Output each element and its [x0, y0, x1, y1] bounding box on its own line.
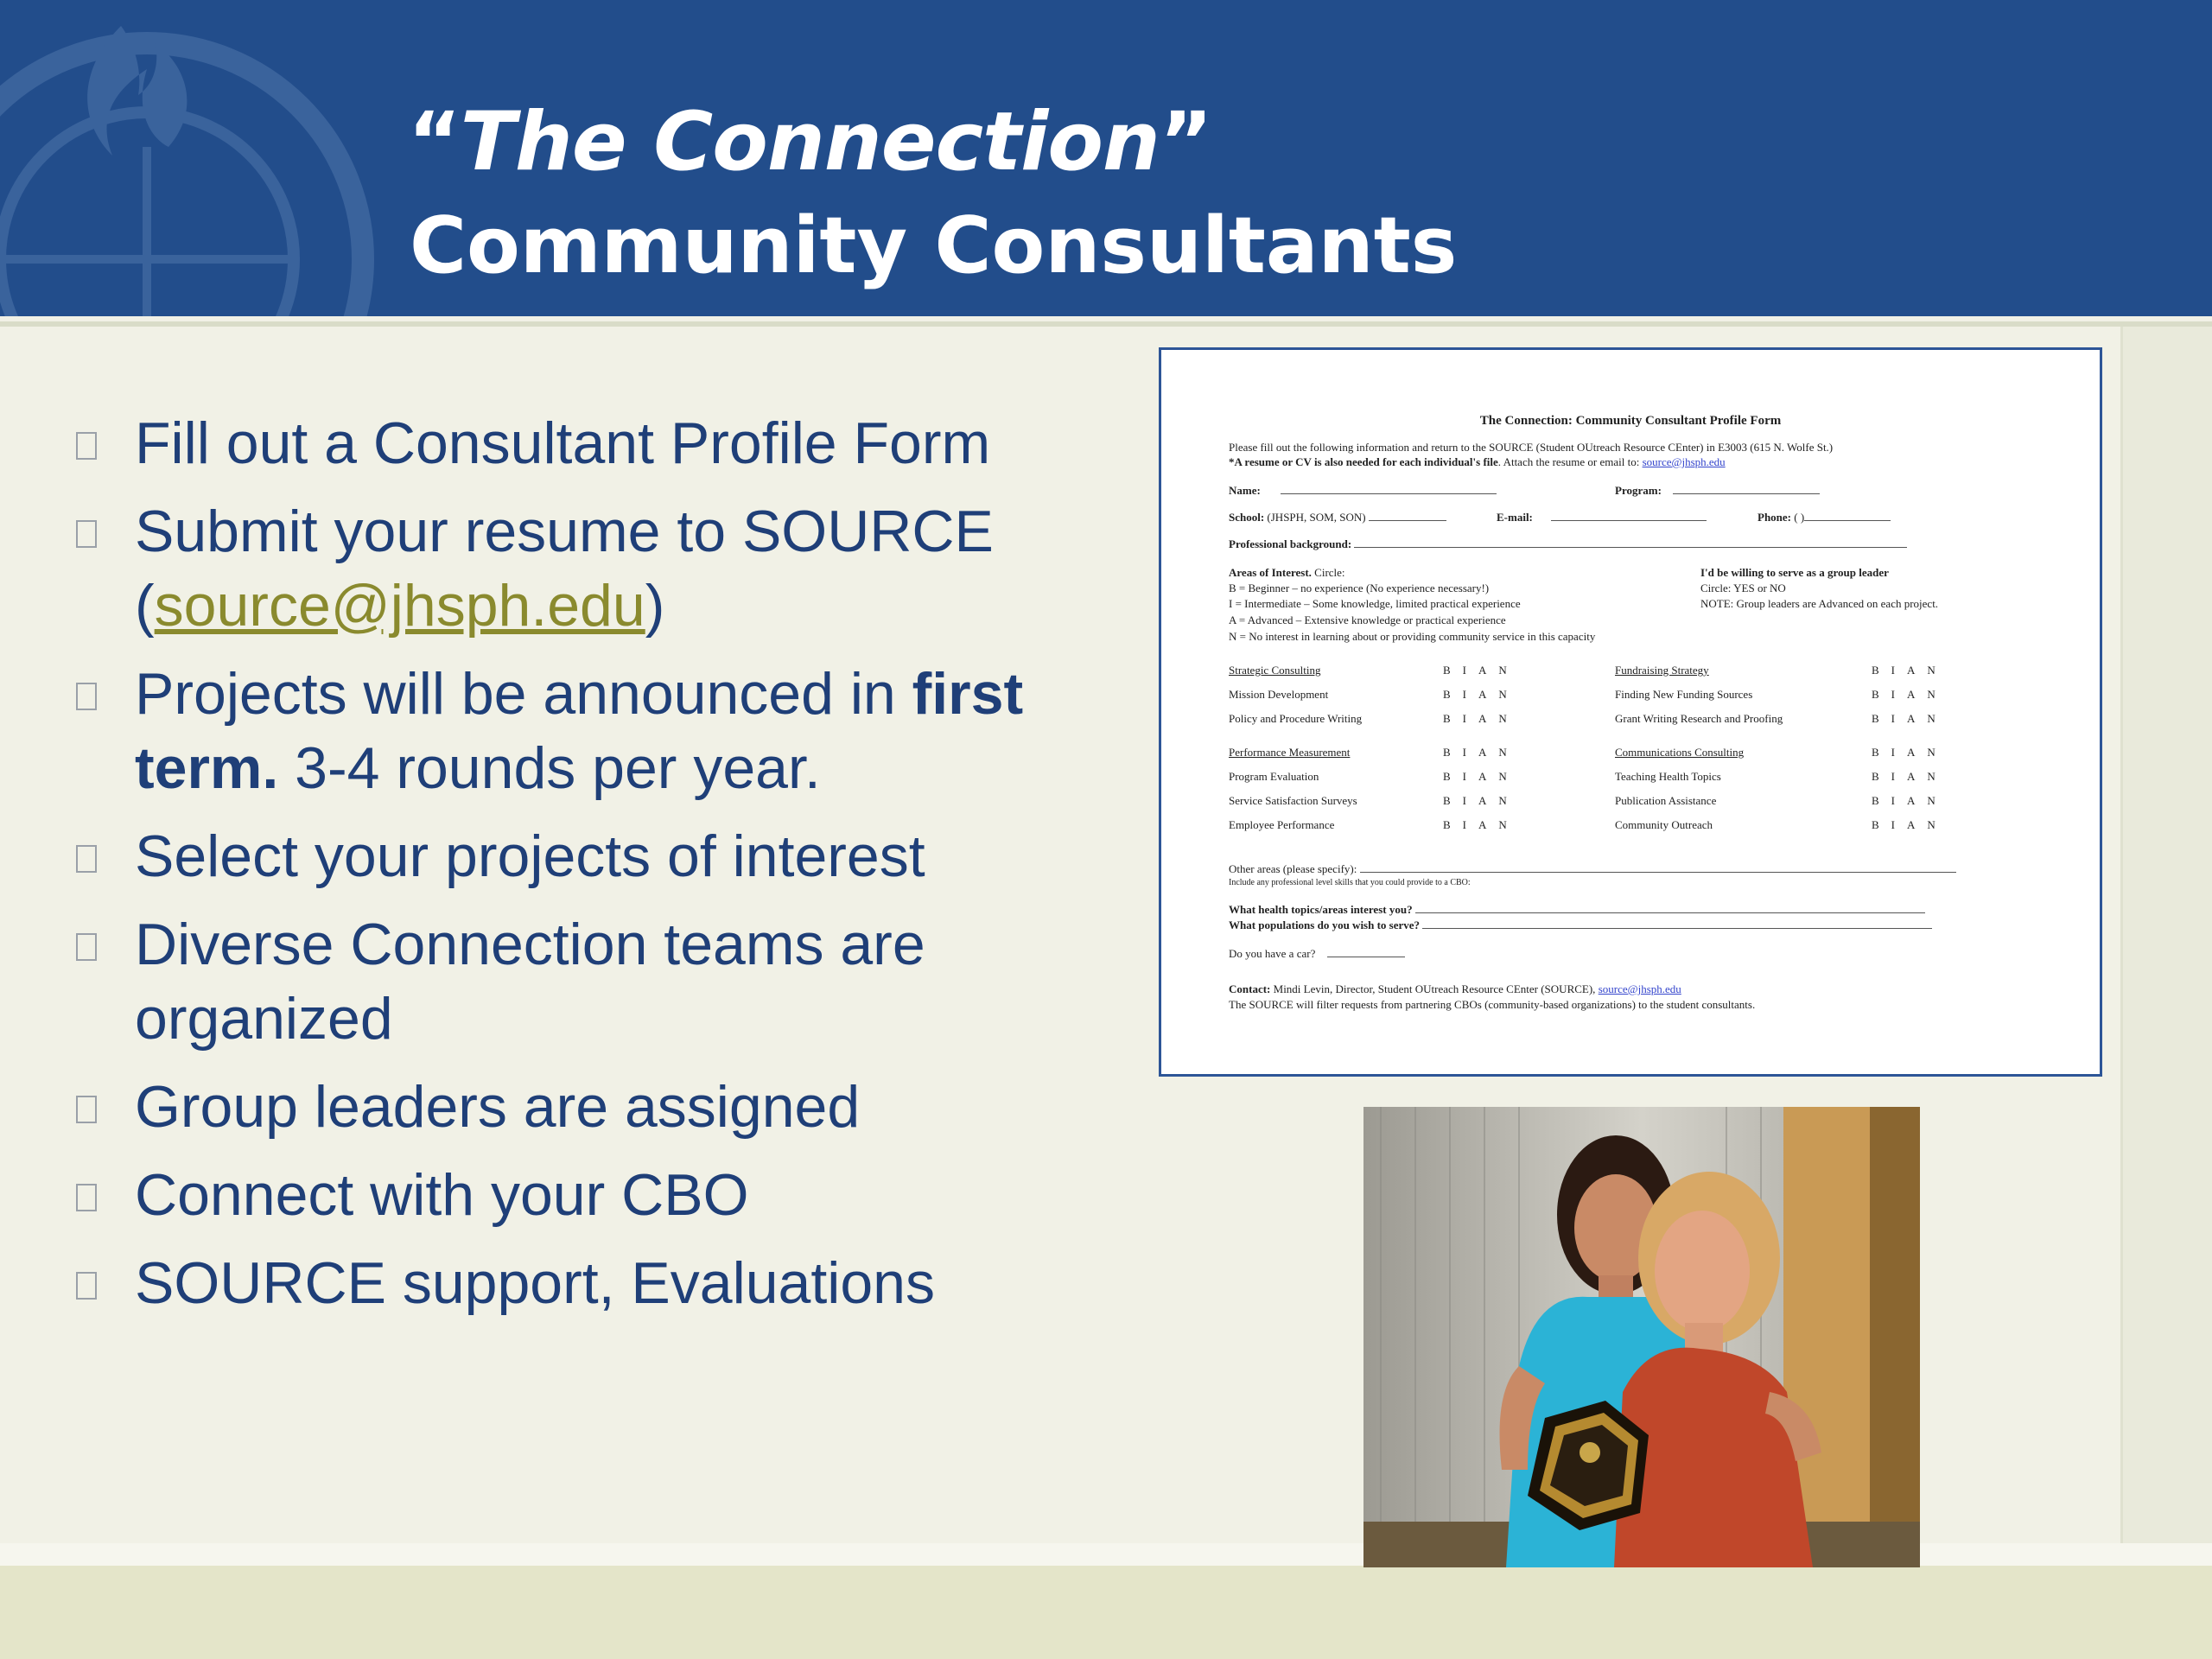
form-intro-line1: Please fill out the following information and return to the SOURCE (Student OUtreach Resource CEnter) in E3003 (615 N. Wolfe St.)	[1229, 441, 1834, 454]
award-photo	[1363, 1107, 1920, 1567]
bullet-item	[69, 657, 1106, 805]
form-line	[1360, 863, 1956, 873]
form-interest-heading: Strategic Consulting	[1229, 664, 1321, 677]
form-line	[1804, 512, 1891, 521]
bullet-text: Connect with your CBO	[135, 1162, 749, 1228]
form-title: The Connection: Community Consultant Profile Form	[1479, 414, 1782, 428]
form-interest-heading: Communications Consulting	[1615, 746, 1745, 759]
form-interest-heading: Fundraising Strategy	[1615, 664, 1709, 677]
form-phone-parens: ( )	[1794, 511, 1805, 524]
bullet-text: Group leaders are assigned	[135, 1074, 861, 1140]
form-interest-item	[1229, 746, 1350, 760]
bullet-box-icon	[76, 933, 97, 961]
slide-title	[408, 95, 1212, 189]
form-interest-item	[1615, 746, 1744, 760]
form-leader-circle: Circle: YES or NO	[1700, 582, 1786, 594]
bullet-bold-text: first term.	[135, 661, 1024, 801]
paren-close: )	[645, 573, 665, 639]
bullet-text: Diverse Connection teams are organized	[135, 912, 925, 1052]
form-rating[interactable]: BIAN	[1443, 688, 1519, 701]
form-contact-row	[1229, 982, 1681, 996]
form-other-hint: Include any professional level skills that you could provide to a CBO:	[1229, 878, 1471, 887]
bullet-list	[69, 406, 1106, 1334]
form-intro-line2	[1229, 455, 1726, 469]
form-interest-item: Service Satisfaction Surveys	[1229, 794, 1357, 807]
form-intro-bold: *A resume or CV is also needed for each individual's file	[1229, 455, 1498, 468]
award-photo-illustration	[1363, 1107, 1920, 1567]
bullet-item	[69, 1158, 1106, 1232]
paren-open: (	[135, 573, 155, 639]
form-background-row	[1229, 537, 1907, 551]
form-population-row	[1229, 918, 1932, 932]
form-interest-item: Publication Assistance	[1615, 794, 1717, 807]
form-scale-b: B = Beginner – no experience (No experience necessary!)	[1229, 582, 1490, 594]
form-email-link[interactable]: source@jhsph.edu	[1642, 455, 1726, 468]
bullet-item	[69, 406, 1106, 480]
form-areas-row	[1229, 566, 1345, 580]
right-decor-strip	[2120, 327, 2212, 1543]
form-scale-n: N = No interest in learning about or providing community service in this capacity	[1229, 630, 1596, 643]
form-contact-label: Contact:	[1229, 982, 1271, 995]
bullet-item	[69, 494, 1106, 643]
form-car-row	[1229, 947, 1405, 961]
form-rating[interactable]: BIAN	[1872, 688, 1948, 701]
form-interest-item: Employee Performance	[1229, 818, 1335, 831]
form-email-label: E-mail:	[1497, 511, 1533, 524]
profile-form-image	[1159, 347, 2102, 1077]
form-interest-item: Policy and Procedure Writing	[1229, 712, 1363, 725]
form-rating[interactable]: BIAN	[1872, 794, 1948, 807]
form-rating[interactable]: BIAN	[1872, 770, 1948, 783]
bullet-item	[69, 819, 1106, 893]
form-line	[1422, 919, 1932, 929]
form-school-label: School:	[1229, 511, 1265, 524]
slide-subtitle: Community Consultants	[410, 200, 1458, 291]
form-leader-label	[1700, 566, 1889, 580]
form-rating[interactable]: BIAN	[1872, 712, 1948, 725]
slide-header	[0, 0, 2212, 316]
bullet-text: Select your projects of interest	[135, 823, 925, 889]
bullet-text: Fill out a Consultant Profile Form	[135, 410, 991, 476]
form-contact-link[interactable]: source@jhsph.edu	[1598, 982, 1681, 995]
form-contact-text: Mindi Levin, Director, Student OUtreach Resource CEnter (SOURCE),	[1270, 982, 1599, 995]
form-interest-item	[1615, 664, 1709, 677]
form-name-row	[1229, 484, 1497, 498]
title-italic: The Connection	[460, 95, 1160, 189]
form-rating[interactable]: BIAN	[1872, 746, 1948, 759]
form-population-question: What populations do you wish to serve?	[1229, 918, 1421, 931]
form-scale-i: I = Intermediate – Some knowledge, limited practical experience	[1229, 597, 1521, 610]
form-phone-label: Phone:	[1758, 511, 1791, 524]
form-rating[interactable]: BIAN	[1443, 794, 1519, 807]
bullet-box-icon	[76, 520, 97, 548]
form-interest-heading: Performance Measurement	[1229, 746, 1351, 759]
form-line	[1673, 485, 1820, 494]
title-close-quote: ”	[1159, 95, 1212, 189]
form-line	[1415, 904, 1925, 913]
form-health-question: What health topics/areas interest you?	[1229, 903, 1413, 916]
form-rating[interactable]: BIAN	[1443, 818, 1519, 831]
form-line	[1354, 538, 1907, 548]
form-rating[interactable]: BIAN	[1443, 770, 1519, 783]
bullet-box-icon	[76, 432, 97, 460]
bullet-box-icon	[76, 1096, 97, 1123]
header-divider	[0, 321, 2212, 327]
form-scale-a: A = Advanced – Extensive knowledge or practical experience	[1229, 613, 1506, 626]
form-rating[interactable]: BIAN	[1443, 712, 1519, 725]
bullet-box-icon	[76, 1272, 97, 1300]
form-school-row	[1229, 511, 1446, 524]
form-interest-item: Program Evaluation	[1229, 770, 1319, 783]
form-interest-item: Grant Writing Research and Proofing	[1615, 712, 1783, 725]
form-interest-item: Finding New Funding Sources	[1615, 688, 1753, 701]
bullet-box-icon	[76, 1184, 97, 1211]
form-program-row	[1615, 484, 1820, 498]
form-interest-item	[1229, 664, 1321, 677]
form-interest-item: Community Outreach	[1615, 818, 1713, 831]
form-line	[1281, 485, 1497, 494]
form-program-label: Program:	[1615, 484, 1662, 497]
form-leader-label-text: I'd be willing to serve as a group leader	[1700, 566, 1889, 579]
bullet-item	[69, 1070, 1106, 1144]
title-open-quote: “	[408, 95, 461, 189]
form-line	[1327, 948, 1405, 957]
form-background-label: Professional background:	[1229, 537, 1352, 550]
form-rating[interactable]: BIAN	[1872, 818, 1948, 831]
form-intro-rest: . Attach the resume or email to:	[1497, 455, 1643, 468]
bullet-item	[69, 1246, 1106, 1320]
form-line	[1551, 512, 1707, 521]
form-interest-item: Mission Development	[1229, 688, 1329, 701]
university-seal-watermark-icon	[0, 0, 397, 316]
form-rating[interactable]: BIAN	[1443, 664, 1519, 677]
form-areas-label: Areas of Interest.	[1229, 566, 1312, 579]
form-car-question: Do you have a car?	[1229, 947, 1316, 960]
bullet-text: SOURCE support, Evaluations	[135, 1250, 935, 1316]
form-other-label: Other areas (please specify):	[1229, 862, 1357, 875]
bullet-item	[69, 907, 1106, 1056]
form-line	[1369, 512, 1446, 521]
bullet-text: Projects will be announced in	[135, 661, 912, 727]
bullet-box-icon	[76, 683, 97, 710]
form-rating[interactable]: BIAN	[1872, 664, 1948, 677]
form-health-row	[1229, 903, 1925, 917]
bullet-text: Submit your resume to SOURCE	[135, 499, 994, 564]
form-other-row	[1229, 862, 1956, 876]
bullet-text: 3-4 rounds per year.	[278, 735, 821, 801]
form-footer-text: The SOURCE will filter requests from partnering CBOs (community-based organizations) to the student consultants.	[1229, 998, 1756, 1011]
source-email-link[interactable]: source@jhsph.edu	[154, 573, 645, 639]
form-rating[interactable]: BIAN	[1443, 746, 1519, 759]
form-interest-item: Teaching Health Topics	[1615, 770, 1721, 783]
form-email-row	[1497, 511, 1707, 524]
form-areas-circle: Circle:	[1311, 566, 1345, 579]
form-phone-row	[1758, 511, 1891, 524]
bullet-box-icon	[76, 845, 97, 873]
form-leader-note: NOTE: Group leaders are Advanced on each project.	[1700, 597, 1939, 610]
form-school-options: (JHSPH, SOM, SON)	[1267, 511, 1366, 524]
footer-band	[0, 1566, 2212, 1659]
form-name-label: Name:	[1229, 484, 1261, 497]
